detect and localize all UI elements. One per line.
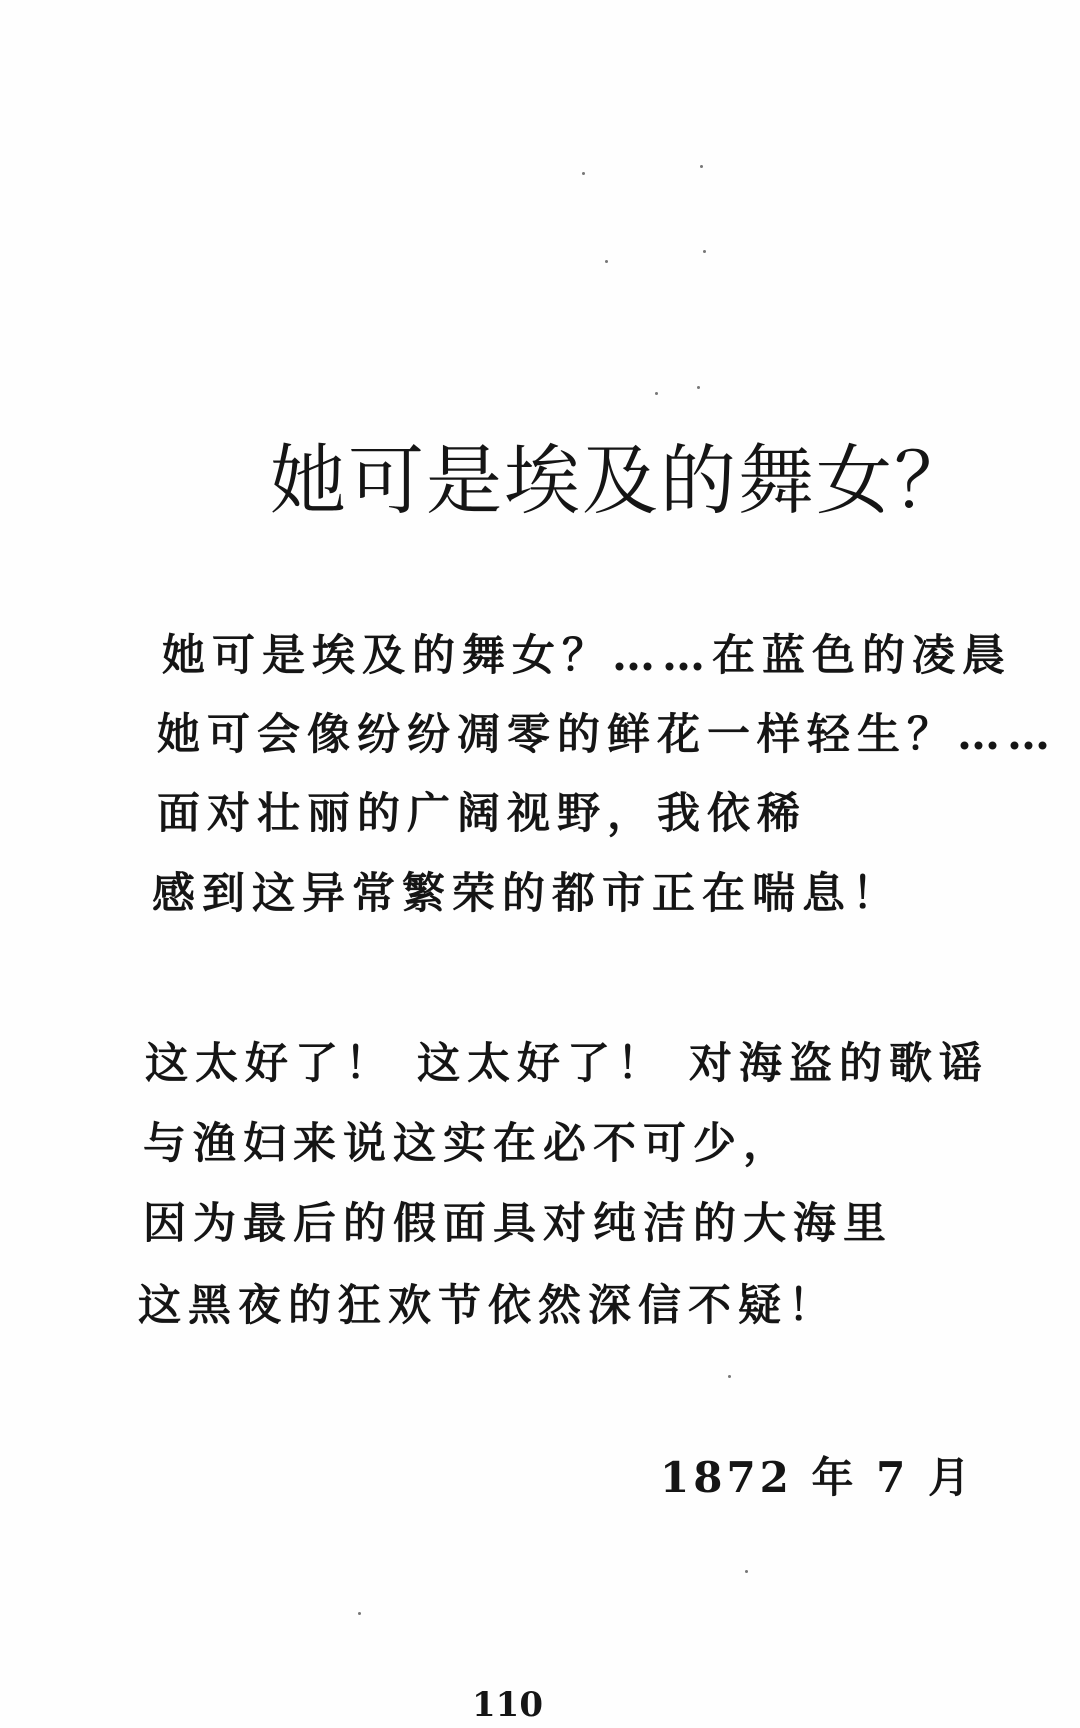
scan-speck [697, 386, 700, 389]
poem-date: 1872 年 7 月 [660, 1453, 974, 1502]
scan-speck [582, 172, 585, 175]
scan-speck [655, 392, 658, 395]
poem-line: 与渔妇来说这实在必不可少， [143, 1119, 793, 1169]
poem-title: 她可是埃及的舞女？ [270, 436, 972, 525]
poem-line: 感到这异常繁荣的都市正在喘息！ [152, 869, 902, 919]
scan-speck [745, 1570, 748, 1573]
poem-line: 她可是埃及的舞女？……在蓝色的凌晨 [162, 631, 1012, 681]
poem-line: 这太好了！ 这太好了！ 对海盗的歌谣 [145, 1039, 989, 1089]
scan-speck [358, 1612, 361, 1615]
scan-speck [605, 260, 608, 263]
scan-speck [728, 1375, 731, 1378]
page-number: 110 [472, 1685, 543, 1725]
scan-speck [703, 250, 706, 253]
scan-speck [700, 165, 703, 168]
poem-line: 她可会像纷纷凋零的鲜花一样轻生？…… [157, 710, 1057, 760]
poem-line: 面对壮丽的广阔视野，我依稀 [157, 789, 807, 839]
poem-line: 因为最后的假面具对纯洁的大海里 [143, 1199, 893, 1249]
poem-line: 这黑夜的狂欢节依然深信不疑！ [138, 1281, 838, 1331]
